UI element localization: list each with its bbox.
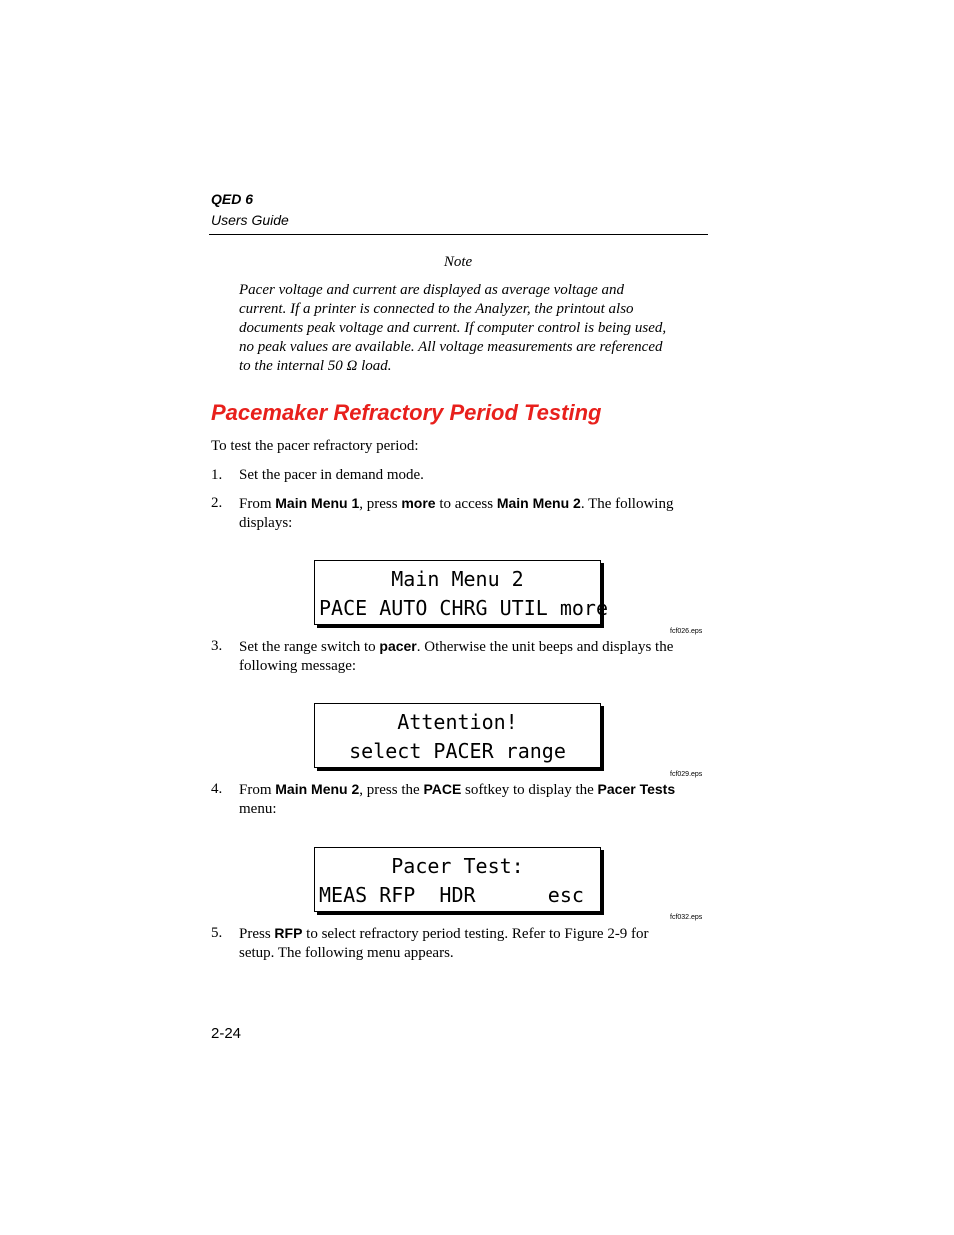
step-2-number: 2. <box>211 495 223 511</box>
key-rfp: RFP <box>274 925 303 941</box>
step-5-number: 5. <box>211 925 223 941</box>
section-heading: Pacemaker Refractory Period Testing <box>211 400 602 425</box>
lcd-line-1: Pacer Test: <box>391 854 524 878</box>
lcd-line-1: Main Menu 2 <box>391 567 524 591</box>
lcd-line-2: PACE AUTO CHRG UTIL more <box>319 596 608 620</box>
lcd-display-attention <box>314 703 601 768</box>
lcd-line-2: MEAS RFP HDR esc <box>319 883 584 907</box>
lcd-display-main-menu-2 <box>314 560 608 625</box>
key-pace: PACE <box>423 781 462 797</box>
figure-id: fcf029.eps <box>670 771 703 778</box>
step-3-text: Set the range switch to pacer. Otherwise the unit beeps and displays the following message: <box>239 638 674 674</box>
page-number: 2-24 <box>211 1025 242 1042</box>
step-4-number: 4. <box>211 781 223 797</box>
figure-id: fcf032.eps <box>670 914 703 921</box>
key-main-menu-2: Main Menu 2 <box>496 495 581 511</box>
step-1-text: Set the pacer in demand mode. <box>239 467 424 483</box>
intro-paragraph: To test the pacer refractory period: <box>211 438 419 454</box>
step-3-number: 3. <box>211 638 223 654</box>
running-header-subtitle: Users Guide <box>211 212 289 228</box>
note-body: Pacer voltage and current are displayed as average voltage and current. If a printer is connected to the Analyzer, the printout also documents peak voltage and current. If computer control is being used, no peak values are available. All voltage measurements are referenced to the internal 50 Ω load. <box>239 282 667 374</box>
step-5-text: Press RFP to select refractory period testing. Refer to Figure 2-9 for setup. The following menu appears. <box>239 925 649 961</box>
key-main-menu-2: Main Menu 2 <box>275 781 360 797</box>
lcd-line-1: Attention! <box>397 710 518 734</box>
note-label: Note <box>443 254 473 270</box>
lcd-line-2: select PACER range <box>349 739 566 763</box>
running-header-title: QED 6 <box>211 191 254 207</box>
step-1-number: 1. <box>211 467 223 483</box>
step-2-text: From Main Menu 1, press more to access Main Menu 2. The following displays: <box>239 495 674 531</box>
lcd-display-pacer-test <box>314 847 601 912</box>
key-main-menu-1: Main Menu 1 <box>275 495 360 511</box>
key-pacer-tests: Pacer Tests <box>597 781 676 797</box>
key-pacer: pacer <box>379 638 417 654</box>
step-4-text: From Main Menu 2, press the PACE softkey to display the Pacer Tests menu: <box>239 781 676 817</box>
header-rule <box>209 234 708 235</box>
figure-id: fcf026.eps <box>670 628 703 635</box>
key-more: more <box>401 495 436 511</box>
